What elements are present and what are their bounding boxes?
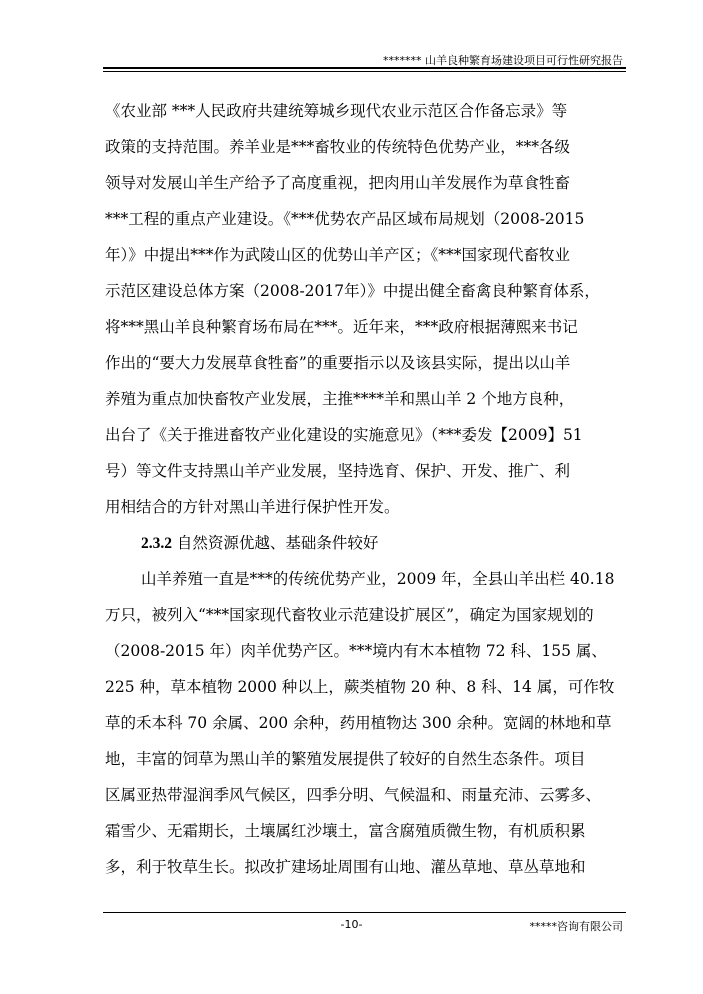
text-line: 区属亚热带湿润季风气候区，四季分明、气候温和、雨量充沛、云雾多、 [105, 786, 602, 804]
document-body [105, 93, 630, 885]
header-rule [103, 67, 626, 72]
section-heading [105, 525, 630, 561]
footer-company: *****咨询有限公司 [529, 920, 623, 933]
text-line: （2008-2015 年）肉羊优势产区。***境内有木本植物 72 科、155 属、 [105, 642, 607, 660]
text-line: ***工程的重点产业建设。《***优势农产品区域布局规划（2008-2015 [105, 210, 585, 228]
text-line: 年）》中提出***作为武陵山区的优势山羊产区；《***国家现代畜牧业 [105, 246, 571, 264]
text-line: 领导对发展山羊生产给予了高度重视，把肉用山羊发展作为草食牲畜 [105, 174, 571, 192]
text-line: 地，丰富的饲草为黑山羊的繁殖发展提供了较好的自然生态条件。项目 [105, 750, 586, 768]
footer-rule [103, 912, 626, 913]
text-line: 作出的“要大力发展草食牲畜”的重要指示以及该县实际，提出以山羊 [105, 354, 571, 372]
text-line: 多，利于牧草生长。拟改扩建场址周围有山地、灌丛草地、草丛草地和 [105, 858, 586, 876]
text-line: 225 种，草本植物 2000 种以上，蕨类植物 20 种、8 科、14 属，可作牧 [105, 678, 615, 696]
section-title: 自然资源优越、基础条件较好 [172, 534, 379, 552]
text-line: 草的禾本科 70 余属、200 余种，药用植物达 300 余种。宽阔的林地和草 [105, 714, 612, 732]
text-line: 《农业部 ***人民政府共建统筹城乡现代农业示范区合作备忘录》等 [105, 102, 568, 120]
text-line: 将***黑山羊良种繁育场布局在***。近年来，***政府根据薄熙来书记 [105, 318, 578, 336]
text-line: 山羊养殖一直是***的传统优势产业，2009 年，全县山羊出栏 40.18 [141, 570, 615, 588]
text-line: 示范区建设总体方案（2008-2017年）》中提出健全畜禽良种繁育体系， [105, 282, 600, 300]
header-title: ******* 山羊良种繁育场建设项目可行性研究报告 [383, 54, 623, 67]
text-line: 霜雪少、无霜期长，土壤属红沙壤土，富含腐殖质微生物，有机质积累 [105, 822, 586, 840]
text-line: 号）等文件支持黑山羊产业发展，坚持选育、保护、开发、推广、利 [105, 462, 571, 480]
section-number: 2.3.2 [141, 535, 172, 552]
text-line: 万只，被列入“***国家现代畜牧业示范建设扩展区”，确定为国家规划的 [105, 606, 594, 624]
text-line: 用相结合的方针对黑山羊进行保护性开发。 [105, 498, 400, 516]
text-line: 政策的支持范围。养羊业是***畜牧业的传统特色优势产业，***各级 [105, 138, 571, 156]
page-number: -10- [340, 918, 363, 931]
text-line: 出台了《关于推进畜牧产业化建设的实施意见》（***委发【2009】51 [105, 426, 583, 444]
text-line: 养殖为重点加快畜牧产业发展，主推****羊和黑山羊 2 个地方良种， [105, 390, 575, 408]
